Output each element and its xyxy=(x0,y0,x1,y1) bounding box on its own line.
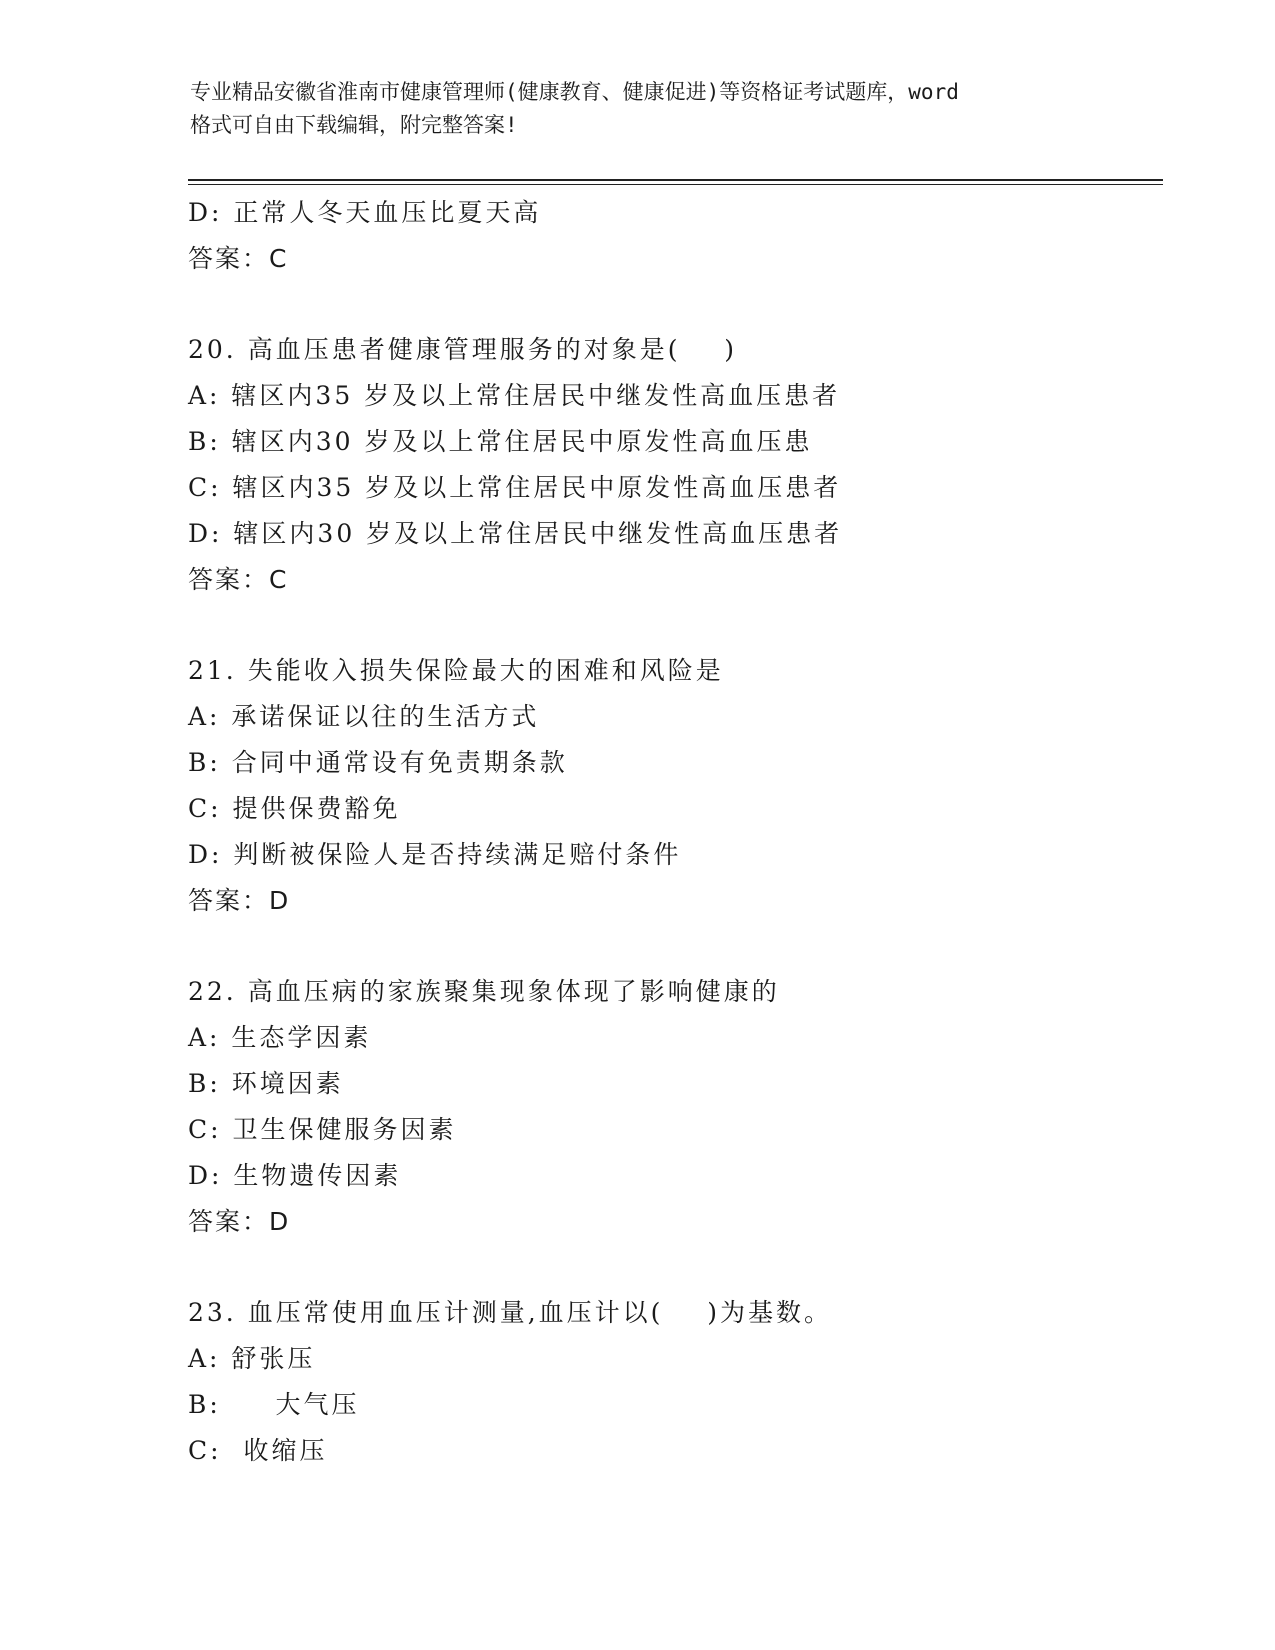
option-a: A: 承诺保证以往的生活方式 xyxy=(188,702,540,731)
spacer xyxy=(188,924,1148,969)
question-21 xyxy=(188,648,1148,924)
option-b: B: 大气压 xyxy=(188,1390,360,1419)
option-c: C: 辖区内35 岁及以上常住居民中原发性高血压患者 xyxy=(188,473,842,502)
answer-line: 答案：D xyxy=(188,886,291,915)
option-b: B: 合同中通常设有免责期条款 xyxy=(188,748,568,777)
question-stem: 20. 高血压患者健康管理服务的对象是( ) xyxy=(188,335,738,364)
option-a: A: 辖区内35 岁及以上常住居民中继发性高血压患者 xyxy=(188,381,841,410)
spacer xyxy=(188,603,1148,648)
option-d: D: 辖区内30 岁及以上常住居民中继发性高血压患者 xyxy=(188,519,843,548)
option-c: C: 收缩压 xyxy=(188,1436,328,1465)
header-line-2: 格式可自由下载编辑，附完整答案! xyxy=(190,113,518,137)
option-b: B: 辖区内30 岁及以上常住居民中原发性高血压患 xyxy=(188,427,813,456)
question-19-tail xyxy=(188,190,1148,282)
question-22 xyxy=(188,969,1148,1245)
question-stem: 23. 血压常使用血压计测量,血压计以( )为基数。 xyxy=(188,1298,832,1327)
question-20 xyxy=(188,327,1148,603)
spacer xyxy=(188,282,1148,327)
answer-line: 答案：D xyxy=(188,1207,291,1236)
spacer xyxy=(188,1245,1148,1290)
option-b: B: 环境因素 xyxy=(188,1069,344,1098)
option-c: C: 提供保费豁免 xyxy=(188,794,401,823)
header-divider-thin xyxy=(188,184,1163,185)
answer-line: 答案：C xyxy=(188,565,289,594)
option-a: A: 生态学因素 xyxy=(188,1023,372,1052)
question-stem: 21. 失能收入损失保险最大的困难和风险是 xyxy=(188,656,724,685)
question-stem: 22. 高血压病的家族聚集现象体现了影响健康的 xyxy=(188,977,780,1006)
header-divider-thick xyxy=(188,179,1163,181)
document-header xyxy=(190,76,1090,142)
option-d: D: 生物遗传因素 xyxy=(188,1161,402,1190)
question-content xyxy=(188,190,1148,1474)
option-d: D: 判断被保险人是否持续满足赔付条件 xyxy=(188,840,682,869)
option-d: D: 正常人冬天血压比夏天高 xyxy=(188,198,542,227)
answer-line: 答案：C xyxy=(188,244,289,273)
option-c: C: 卫生保健服务因素 xyxy=(188,1115,457,1144)
question-23 xyxy=(188,1290,1148,1474)
header-line-1: 专业精品安徽省淮南市健康管理师(健康教育、健康促进)等资格证考试题库，word xyxy=(190,80,959,104)
option-a: A: 舒张压 xyxy=(188,1344,316,1373)
